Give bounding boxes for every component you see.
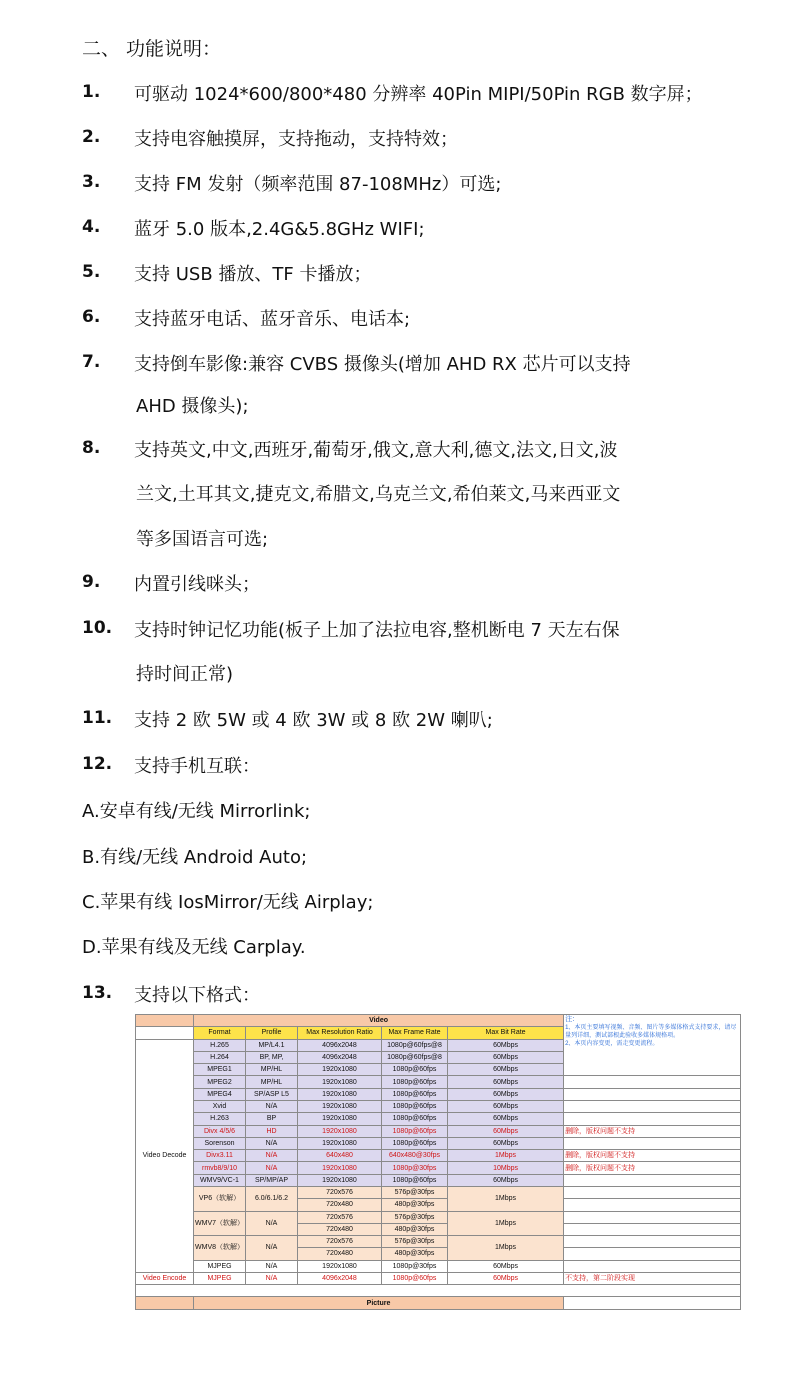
table-cell: 60Mbps xyxy=(448,1260,564,1272)
subitem-text: C.苹果有线 IosMirror/无线 Airplay; xyxy=(82,892,374,913)
item-number: 9. xyxy=(82,572,101,592)
bitrate-cell: 1Mbps xyxy=(448,1211,564,1236)
column-header: Max Resolution Ratio xyxy=(298,1027,382,1039)
bitrate-cell: 1Mbps xyxy=(448,1236,564,1261)
table-row xyxy=(136,1125,741,1137)
bitrate-cell: 60Mbps xyxy=(448,1174,564,1186)
item-number: 4. xyxy=(82,217,101,237)
framerate-cell: 1080p@60fps xyxy=(382,1113,448,1125)
format-cell: WMV8（软解） xyxy=(194,1236,246,1261)
format-cell: WMV9/VC-1 xyxy=(194,1174,246,1186)
item-number: 12. xyxy=(82,754,113,774)
header-blank xyxy=(136,1015,194,1027)
resolution-cell: 1920x1080 xyxy=(298,1125,382,1137)
spacer-row xyxy=(136,1285,741,1297)
resolution-cell: 1920x1080 xyxy=(298,1113,382,1125)
item-text: 支持手机互联： xyxy=(134,756,260,777)
resolution-cell: 1920x1080 xyxy=(298,1076,382,1088)
picture-title: Picture xyxy=(194,1297,564,1310)
framerate-cell: 640x480@30fps xyxy=(382,1150,448,1162)
bitrate-cell: 60Mbps xyxy=(448,1137,564,1149)
profile-cell: HD xyxy=(246,1125,298,1137)
format-cell: Divx 4/5/6 xyxy=(194,1125,246,1137)
column-header: Max Bit Rate xyxy=(448,1027,564,1039)
section-heading: 二、 功能说明： xyxy=(82,38,222,60)
item-text: 等多国语言可选; xyxy=(136,529,269,550)
remark-cell xyxy=(564,1248,741,1260)
table-row xyxy=(136,1211,741,1223)
table-cell: 60Mbps xyxy=(448,1272,564,1284)
item-text: 支持以下格式： xyxy=(134,985,260,1006)
item-text: 蓝牙 5.0 版本,2.4G&5.8GHz WIFI; xyxy=(134,219,425,240)
table-row xyxy=(136,1186,741,1198)
item-text: 支持倒车影像:兼容 CVBS 摄像头(增加 AHD RX 芯片可以支持 xyxy=(134,354,631,375)
bitrate-cell: 60Mbps xyxy=(448,1064,564,1076)
framerate-cell: 1080p@60fps xyxy=(382,1064,448,1076)
item-text: 持时间正常) xyxy=(136,664,234,685)
bitrate-cell: 60Mbps xyxy=(448,1113,564,1125)
bitrate-cell: 1Mbps xyxy=(448,1186,564,1211)
bitrate-cell: 60Mbps xyxy=(448,1076,564,1088)
remark-cell xyxy=(564,1088,741,1100)
remark-cell xyxy=(564,1186,741,1198)
bitrate-cell: 60Mbps xyxy=(448,1088,564,1100)
table-cell: 4096x2048 xyxy=(298,1272,382,1284)
framerate-cell: 576p@30fps xyxy=(382,1211,448,1223)
table-row xyxy=(136,1100,741,1112)
framerate-cell: 1080p@60fps xyxy=(382,1088,448,1100)
profile-cell: N/A xyxy=(246,1162,298,1174)
framerate-cell: 480p@30fps xyxy=(382,1248,448,1260)
profile-cell: N/A xyxy=(246,1137,298,1149)
column-header: Profile xyxy=(246,1027,298,1039)
resolution-cell: 1920x1080 xyxy=(298,1174,382,1186)
video-title: Video xyxy=(194,1015,564,1027)
table-row xyxy=(136,1236,741,1248)
bitrate-cell: 60Mbps xyxy=(448,1125,564,1137)
table-row xyxy=(136,1297,741,1310)
item-number: 8. xyxy=(82,438,101,458)
table-cell: N/A xyxy=(246,1260,298,1272)
bitrate-cell: 10Mbps xyxy=(448,1162,564,1174)
notes-cell xyxy=(564,1015,741,1076)
profile-cell: N/A xyxy=(246,1236,298,1261)
resolution-cell: 720x576 xyxy=(298,1236,382,1248)
profile-cell: BP xyxy=(246,1113,298,1125)
framerate-cell: 1080p@60fps xyxy=(382,1125,448,1137)
resolution-cell: 1920x1080 xyxy=(298,1088,382,1100)
format-cell: MPEG4 xyxy=(194,1088,246,1100)
subitem-text: B.有线/无线 Android Auto; xyxy=(82,847,308,868)
table-cell: MJPEG xyxy=(194,1272,246,1284)
table-row xyxy=(136,1260,741,1272)
item-text: 内置引线咪头； xyxy=(134,574,260,595)
remark-cell xyxy=(564,1174,741,1186)
resolution-cell: 720x480 xyxy=(298,1223,382,1235)
framerate-cell: 480p@30fps xyxy=(382,1199,448,1211)
format-cell: H.264 xyxy=(194,1051,246,1063)
item-text: AHD 摄像头); xyxy=(136,396,249,417)
resolution-cell: 4096x2048 xyxy=(298,1051,382,1063)
profile-cell: MP/HL xyxy=(246,1076,298,1088)
remark-cell xyxy=(564,1297,741,1310)
resolution-cell: 4096x2048 xyxy=(298,1039,382,1051)
framerate-cell: 576p@30fps xyxy=(382,1236,448,1248)
subitem-text: D.苹果有线及无线 Carplay. xyxy=(82,937,306,958)
item-number: 1. xyxy=(82,82,101,102)
framerate-cell: 1080p@60fps xyxy=(382,1137,448,1149)
resolution-cell: 640x480 xyxy=(298,1150,382,1162)
video-format-table xyxy=(135,1014,741,1310)
remark-cell xyxy=(564,1113,741,1125)
profile-cell: MP/L4.1 xyxy=(246,1039,298,1051)
profile-cell: N/A xyxy=(246,1211,298,1236)
bitrate-cell: 60Mbps xyxy=(448,1100,564,1112)
profile-cell: 6.0/6.1/6.2 xyxy=(246,1186,298,1211)
resolution-cell: 1920x1080 xyxy=(298,1100,382,1112)
resolution-cell: 720x576 xyxy=(298,1186,382,1198)
remark-cell xyxy=(564,1260,741,1272)
format-cell: MPEG1 xyxy=(194,1064,246,1076)
decode-label: Video Decode xyxy=(136,1039,194,1272)
item-number: 11. xyxy=(82,708,113,728)
remark-cell xyxy=(564,1211,741,1223)
format-cell: Xvid xyxy=(194,1100,246,1112)
table-row xyxy=(136,1272,741,1284)
framerate-cell: 480p@30fps xyxy=(382,1223,448,1235)
profile-cell: N/A xyxy=(246,1150,298,1162)
framerate-cell: 1080p@60fps xyxy=(382,1076,448,1088)
format-cell: H.263 xyxy=(194,1113,246,1125)
remark-cell xyxy=(564,1223,741,1235)
framerate-cell: 1080p@60fps@8 xyxy=(382,1039,448,1051)
column-header: Max Frame Rate xyxy=(382,1027,448,1039)
subitem-text: A.安卓有线/无线 Mirrorlink; xyxy=(82,801,311,822)
encode-label: Video Encode xyxy=(136,1272,194,1284)
item-text: 兰文,土耳其文,捷克文,希腊文,乌克兰文,希伯莱文,马来西亚文 xyxy=(136,484,621,505)
note-text: 2、本页内容变更，需走变更流程。 xyxy=(565,1041,659,1047)
item-text: 支持 USB 播放、TF 卡播放； xyxy=(134,264,372,285)
framerate-cell: 1080p@60fps xyxy=(382,1174,448,1186)
remark-cell xyxy=(564,1199,741,1211)
item-number: 5. xyxy=(82,262,101,282)
table-row xyxy=(136,1150,741,1162)
table-row xyxy=(136,1015,741,1027)
item-text: 支持 FM 发射（频率范围 87-108MHz）可选; xyxy=(134,174,502,195)
format-cell: Divx3.11 xyxy=(194,1150,246,1162)
format-cell: VP6（软解） xyxy=(194,1186,246,1211)
item-text: 支持英文,中文,西班牙,葡萄牙,俄文,意大利,德文,法文,日文,波 xyxy=(134,440,618,461)
item-text: 支持 2 欧 5W 或 4 欧 3W 或 8 欧 2W 喇叭; xyxy=(134,710,493,731)
category-blank xyxy=(136,1027,194,1039)
note-header: 注： xyxy=(565,1016,580,1023)
bitrate-cell: 1Mbps xyxy=(448,1150,564,1162)
item-number: 2. xyxy=(82,127,101,147)
framerate-cell: 576p@30fps xyxy=(382,1186,448,1198)
resolution-cell: 720x576 xyxy=(298,1211,382,1223)
remark-cell: 删除，版权问题不支持 xyxy=(564,1125,741,1137)
resolution-cell: 720x480 xyxy=(298,1199,382,1211)
format-cell: H.265 xyxy=(194,1039,246,1051)
profile-cell: BP, MP, xyxy=(246,1051,298,1063)
bitrate-cell: 60Mbps xyxy=(448,1039,564,1051)
item-text: 支持电容触摸屏，支持拖动，支持特效； xyxy=(134,129,458,150)
table-row xyxy=(136,1076,741,1088)
profile-cell: MP/HL xyxy=(246,1064,298,1076)
item-number: 10. xyxy=(82,618,113,638)
table-cell: 1080p@30fps xyxy=(382,1260,448,1272)
item-number: 3. xyxy=(82,172,101,192)
table-row xyxy=(136,1088,741,1100)
remark-cell: 删除，版权问题不支持 xyxy=(564,1150,741,1162)
profile-cell: N/A xyxy=(246,1100,298,1112)
framerate-cell: 1080p@30fps xyxy=(382,1162,448,1174)
framerate-cell: 1080p@60fps xyxy=(382,1100,448,1112)
table-row xyxy=(136,1174,741,1186)
profile-cell: SP/MP/AP xyxy=(246,1174,298,1186)
resolution-cell: 1920x1080 xyxy=(298,1064,382,1076)
table-cell: MJPEG xyxy=(194,1260,246,1272)
remark-cell: 不支持，第二阶段实现 xyxy=(564,1272,741,1284)
bitrate-cell: 60Mbps xyxy=(448,1051,564,1063)
item-number: 7. xyxy=(82,352,101,372)
item-number: 6. xyxy=(82,307,101,327)
table-row xyxy=(136,1137,741,1149)
remark-cell: 删除，版权问题不支持 xyxy=(564,1162,741,1174)
item-text: 支持时钟记忆功能(板子上加了法拉电容,整机断电 7 天左右保 xyxy=(134,620,620,641)
table-row xyxy=(136,1113,741,1125)
remark-cell xyxy=(564,1236,741,1248)
framerate-cell: 1080p@60fps@8 xyxy=(382,1051,448,1063)
remark-cell xyxy=(564,1100,741,1112)
table-cell: N/A xyxy=(246,1272,298,1284)
table-cell: 1920x1080 xyxy=(298,1260,382,1272)
format-cell: MPEG2 xyxy=(194,1076,246,1088)
remark-cell xyxy=(564,1076,741,1088)
item-text: 支持蓝牙电话、蓝牙音乐、电话本; xyxy=(134,309,411,330)
resolution-cell: 1920x1080 xyxy=(298,1137,382,1149)
table-row xyxy=(136,1162,741,1174)
note-text: 1、本页主要填写视频、音频、图片等多媒体格式支持要求，请尽量列详细，测试部根此验收多媒体规格项。 xyxy=(565,1025,737,1039)
profile-cell: SP/ASP L5 xyxy=(246,1088,298,1100)
column-header: Format xyxy=(194,1027,246,1039)
item-number: 13. xyxy=(82,983,113,1003)
resolution-cell: 720x480 xyxy=(298,1248,382,1260)
format-cell: WMV7（软解） xyxy=(194,1211,246,1236)
remark-cell xyxy=(564,1137,741,1149)
item-text: 可驱动 1024*600/800*480 分辨率 40Pin MIPI/50Pin RGB 数字屏； xyxy=(134,84,703,105)
picture-blank xyxy=(136,1297,194,1310)
table-cell: 1080p@60fps xyxy=(382,1272,448,1284)
format-cell: rmvb8/9/10 xyxy=(194,1162,246,1174)
resolution-cell: 1920x1080 xyxy=(298,1162,382,1174)
format-cell: Sorenson xyxy=(194,1137,246,1149)
table-row xyxy=(136,1285,741,1297)
